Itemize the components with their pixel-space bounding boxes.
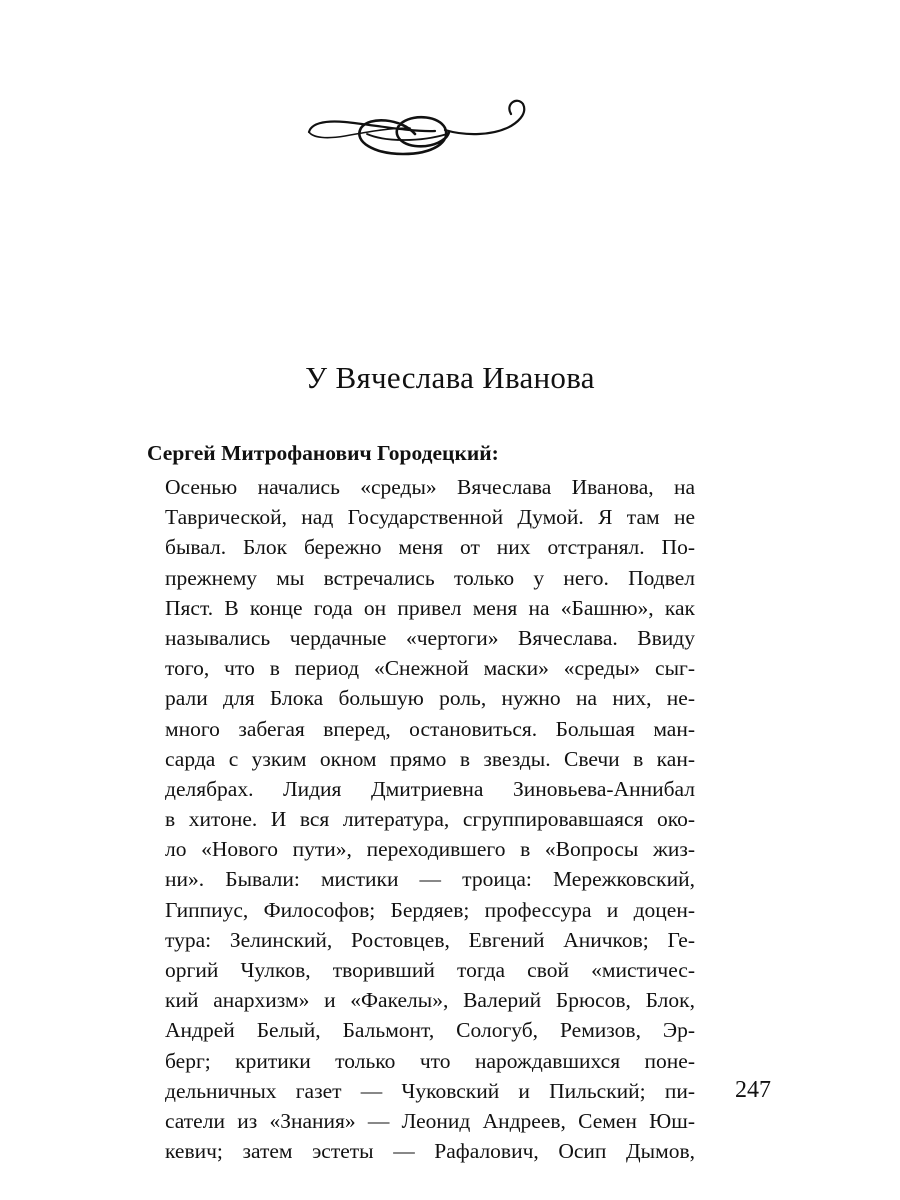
body-line: сарда с узким окном прямо в звезды. Свечи в кан- <box>165 746 695 771</box>
body-line: много забегая вперед, остановиться. Большая ман- <box>165 716 695 741</box>
body-line: в хитоне. И вся литература, сгруппировавшаяся око- <box>165 807 695 832</box>
body-line: дельничных газет — Чуковский и Пильский; пи- <box>165 1078 695 1103</box>
body-line: Таврической, над Государственной Думой. Я там не <box>165 505 695 530</box>
body-line: Гиппиус, Философов; Бердяев; профессура и доцен- <box>165 897 695 922</box>
body-line: кевич; затем эстеты — Рафалович, Осип Дымов, <box>165 1139 695 1164</box>
body-line: того, что в период «Снежной маски» «среды» сыг- <box>165 656 695 681</box>
body-line: рали для Блока большую роль, нужно на них, не- <box>165 686 695 711</box>
body-line: оргий Чулков, творивший тогда свой «мистичес- <box>165 958 695 982</box>
body-line: тура: Зелинский, Ростовцев, Евгений Аничков; Ге- <box>165 927 695 952</box>
speaker-name: Сергей Митрофанович Городецкий: <box>147 441 499 465</box>
page-number: 247 <box>735 1077 771 1103</box>
body-line: Осенью начались «среды» Вячеслава Иванова, на <box>165 475 695 499</box>
body-text <box>165 472 695 1166</box>
body-line: Андрей Белый, Бальмонт, Сологуб, Ремизов, Эр- <box>165 1018 695 1043</box>
body-line: Пяст. В конце года он привел меня на «Башню», как <box>165 595 695 620</box>
calligraphic-flourish-icon <box>305 98 530 162</box>
body-line: прежнему мы встречались только у него. Подвел <box>165 565 695 590</box>
body-line: бывал. Блок бережно меня от них отстранял. По- <box>165 535 695 560</box>
body-line: кий анархизм» и «Факелы», Валерий Брюсов, Блок, <box>165 988 695 1013</box>
body-line: ло «Нового пути», переходившего в «Вопросы жиз- <box>165 837 695 862</box>
body-line: сатели из «Знания» — Леонид Андреев, Семен Юш- <box>165 1108 695 1133</box>
body-line: назывались чердачные «чертоги» Вячеслава. Ввиду <box>165 625 695 650</box>
body-line: берг; критики только что нарождавшихся поне- <box>165 1048 695 1073</box>
body-line: ни». Бывали: мистики — троица: Мережковский, <box>165 867 695 892</box>
body-line: делябрах. Лидия Дмитриевна Зиновьева-Аннибал <box>165 776 695 801</box>
chapter-title: У Вячеслава Иванова <box>305 360 595 395</box>
